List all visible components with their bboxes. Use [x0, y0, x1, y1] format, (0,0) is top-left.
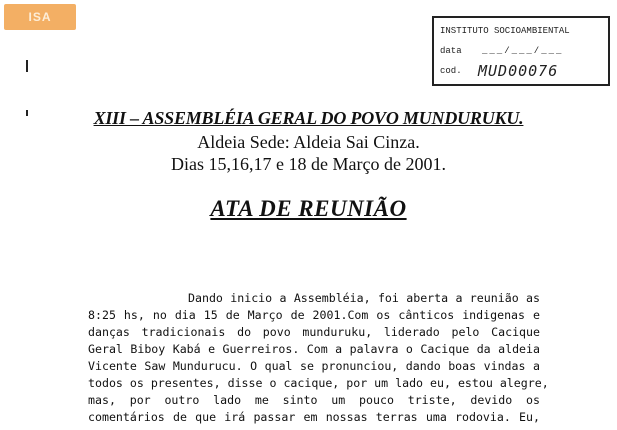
document-dates: Dias 15,16,17 e 18 de Março de 2001.: [171, 154, 446, 174]
section-heading: ATA DE REUNIÃO: [210, 196, 407, 221]
body-line: comentários de que irá passar em nossas terras uma rodovia. Eu,: [88, 410, 540, 424]
document-location: Aldeia Sede: Aldeia Sai Cinza.: [197, 132, 420, 152]
stamp-date-label: data: [440, 46, 462, 56]
body-line: mas, por outro lado me sinto um pouco triste, devido os: [88, 393, 540, 407]
body-line: 8:25 hs, no dia 15 de Março de 2001.Com os cânticos indigenas e: [88, 308, 540, 322]
body-line: Geral Biboy Kabá e Guerreiros. Com a palavra o Cacique da aldeia: [88, 342, 540, 356]
stamp-code-value: MUD00076: [478, 62, 559, 80]
stamp-code-row: [440, 61, 602, 81]
archive-stamp: [432, 16, 610, 86]
logo-text: ISA: [28, 10, 52, 24]
organization-logo: [4, 4, 76, 30]
stamp-institution: INSTITUTO SOCIOAMBIENTAL: [440, 26, 570, 36]
stamp-date-value: ___/___/___: [482, 46, 564, 56]
body-line: Vicente Saw Mundurucu. O qual se pronunciou, dando boas vindas a: [88, 359, 540, 373]
margin-mark: [26, 60, 28, 72]
body-line: Dando inicio a Assembléia, foi aberta a reunião as: [188, 291, 540, 305]
document-title: XIII – ASSEMBLÉIA GERAL DO POVO MUNDURUKU.: [93, 108, 524, 128]
body-line: todos os presentes, disse o cacique, por um lado eu, estou alegre,: [88, 376, 549, 390]
body-line: danças tradicionais do povo munduruku, liderado pelo Cacique: [88, 325, 540, 339]
stamp-date-row: [440, 41, 602, 61]
stamp-code-label: cod.: [440, 66, 462, 76]
body-text: [88, 290, 549, 426]
